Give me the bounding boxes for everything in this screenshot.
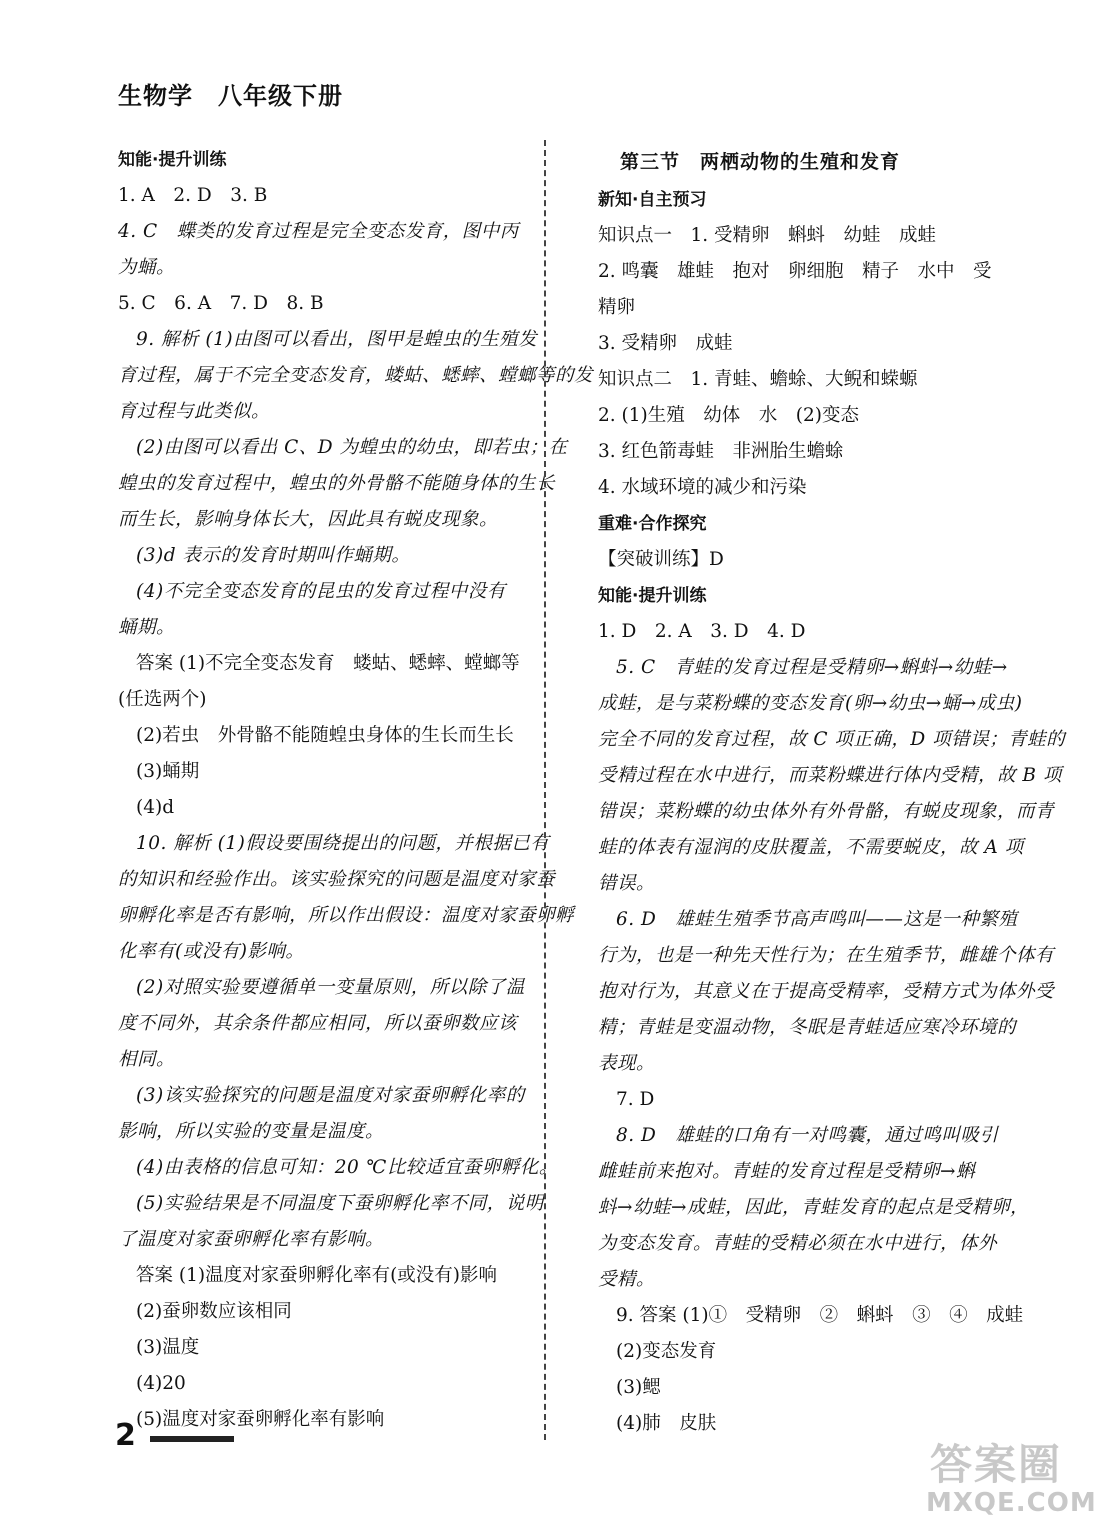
text-line: 5. C 6. A 7. D 8. B bbox=[118, 293, 324, 314]
text-line: (3)d 表示的发育时期叫作蛹期。 bbox=[136, 545, 411, 566]
text-line: 4. C 蝶类的发育过程是完全变态发育，图中丙 bbox=[118, 221, 519, 242]
section-heading: 知能·提升训练 bbox=[598, 586, 707, 606]
text-line: 完全不同的发育过程，故 C 项正确，D 项错误；青蛙的 bbox=[598, 729, 1066, 750]
text-line: (4)肺 皮肤 bbox=[616, 1413, 717, 1434]
text-line: 10. 解析 (1)假设要围绕提出的问题，并根据已有 bbox=[136, 833, 550, 854]
text-line: 行为，也是一种先天性行为；在生殖季节，雌雄个体有 bbox=[598, 945, 1055, 966]
text-line: 育过程，属于不完全变态发育，蝼蛄、蟋蟀、螳螂等的发 bbox=[118, 365, 594, 386]
text-line: (4)d bbox=[136, 797, 175, 818]
text-line: (2)对照实验要遵循单一变量原则，所以除了温 bbox=[136, 977, 525, 998]
text-line: (5)温度对家蚕卵孵化率有影响 bbox=[136, 1409, 385, 1430]
page-number: 2 bbox=[115, 1418, 136, 1453]
text-line: 2. 鸣囊 雄蛙 抱对 卵细胞 精子 水中 受 bbox=[598, 261, 992, 282]
text-line: (4)不完全变态发育的昆虫的发育过程中没有 bbox=[136, 581, 506, 602]
text-line: (3)温度 bbox=[136, 1337, 200, 1358]
text-line: 抱对行为，其意义在于提高受精率，受精方式为体外受 bbox=[598, 981, 1055, 1002]
text-line: 8. D 雄蛙的口角有一对鸣囊，通过鸣叫吸引 bbox=[616, 1125, 999, 1146]
section-heading: 新知·自主预习 bbox=[598, 190, 707, 210]
text-line: 雌蛙前来抱对。青蛙的发育过程是受精卵→蝌 bbox=[598, 1161, 976, 1182]
text-line: 表现。 bbox=[598, 1053, 656, 1074]
text-line: (2)由图可以看出 C、D 为蝗虫的幼虫，即若虫；在 bbox=[136, 437, 568, 458]
watermark-domain: MXQE.COM bbox=[926, 1488, 1097, 1518]
text-line: 知识点二 1. 青蛙、蟾蜍、大鲵和蝾螈 bbox=[598, 369, 918, 390]
text-line: (任选两个) bbox=[118, 689, 207, 710]
watermark-logo bbox=[918, 1432, 1098, 1528]
text-line: 6. D 雄蛙生殖季节高声鸣叫——这是一种繁殖 bbox=[616, 909, 1018, 930]
text-line: 7. D bbox=[616, 1089, 655, 1110]
text-line: 精；青蛙是变温动物，冬眠是青蛙适应寒冷环境的 bbox=[598, 1017, 1017, 1038]
text-line: 9. 解析 (1)由图可以看出，图甲是蝗虫的生殖发 bbox=[136, 329, 538, 350]
text-line: 受精。 bbox=[598, 1269, 656, 1290]
text-line: (5)实验结果是不同温度下蚕卵孵化率不同，说明 bbox=[136, 1193, 544, 1214]
text-line: 3. 红色箭毒蛙 非洲胎生蟾蜍 bbox=[598, 441, 844, 462]
text-line: 【突破训练】D bbox=[598, 549, 724, 570]
text-line: (3)蛹期 bbox=[136, 761, 200, 782]
text-line: (4)由表格的信息可知：20 ℃比较适宜蚕卵孵化。 bbox=[136, 1157, 558, 1178]
text-line: 知识点一 1. 受精卵 蝌蚪 幼蛙 成蛙 bbox=[598, 225, 937, 246]
text-line: 答案 (1)温度对家蚕卵孵化率有(或没有)影响 bbox=[136, 1265, 498, 1286]
text-line: 错误。 bbox=[598, 873, 656, 894]
text-line: 了温度对家蚕卵孵化率有影响。 bbox=[118, 1229, 385, 1250]
text-line: 1. D 2. A 3. D 4. D bbox=[598, 621, 806, 642]
text-line: (3)该实验探究的问题是温度对家蚕卵孵化率的 bbox=[136, 1085, 525, 1106]
section-title: 第三节 两栖动物的生殖和发育 bbox=[620, 151, 901, 173]
text-line: 而生长，影响身体长大，因此具有蜕皮现象。 bbox=[118, 509, 499, 530]
text-line: 卵孵化率是否有影响，所以作出假设：温度对家蚕卵孵 bbox=[118, 905, 575, 926]
text-line: 蛙的体表有湿润的皮肤覆盖，不需要蜕皮，故 A 项 bbox=[598, 837, 1024, 858]
page-number-bar bbox=[150, 1436, 234, 1442]
text-line: 育过程与此类似。 bbox=[118, 401, 271, 422]
text-line: 蚪→幼蛙→成蛙，因此，青蛙发育的起点是受精卵， bbox=[598, 1197, 1030, 1218]
text-line: (2)变态发育 bbox=[616, 1341, 717, 1362]
text-line: 受精过程在水中进行，而菜粉蝶进行体内受精，故 B 项 bbox=[598, 765, 1062, 786]
text-line: 为变态发育。青蛙的受精必须在水中进行，体外 bbox=[598, 1233, 998, 1254]
text-line: 化率有(或没有)影响。 bbox=[118, 941, 305, 962]
text-line: 为蛹。 bbox=[118, 257, 176, 278]
text-line: 成蛙，是与菜粉蝶的变态发育(卵→幼虫→蛹→成虫) bbox=[598, 693, 1023, 714]
watermark-logo-text: 答案圈 bbox=[930, 1440, 1063, 1489]
text-line: 2. (1)生殖 幼体 水 (2)变态 bbox=[598, 405, 859, 426]
text-line: 1. A 2. D 3. B bbox=[118, 185, 268, 206]
page-header: 生物学 八年级下册 bbox=[118, 82, 343, 110]
text-line: 9. 答案 (1)① 受精卵 ② 蝌蚪 ③ ④ 成蛙 bbox=[616, 1305, 1024, 1326]
text-line: (3)鳃 bbox=[616, 1377, 661, 1398]
section-heading: 知能·提升训练 bbox=[118, 150, 227, 170]
text-line: 5. C 青蛙的发育过程是受精卵→蝌蚪→幼蛙→ bbox=[616, 657, 1008, 678]
text-line: 蛹期。 bbox=[118, 617, 176, 638]
text-line: (2)若虫 外骨骼不能随蝗虫身体的生长而生长 bbox=[136, 725, 514, 746]
text-line: 错误；菜粉蝶的幼虫体外有外骨骼，有蜕皮现象，而青 bbox=[598, 801, 1055, 822]
text-line: 精卵 bbox=[598, 297, 636, 318]
text-line: 相同。 bbox=[118, 1049, 176, 1070]
column-divider bbox=[544, 140, 546, 1440]
text-line: (2)蚕卵数应该相同 bbox=[136, 1301, 292, 1322]
text-line: 3. 受精卵 成蛙 bbox=[598, 333, 733, 354]
text-line: 影响，所以实验的变量是温度。 bbox=[118, 1121, 385, 1142]
section-heading: 重难·合作探究 bbox=[598, 514, 707, 534]
right-column bbox=[598, 142, 1066, 1442]
text-line: 4. 水域环境的减少和污染 bbox=[598, 477, 807, 498]
text-line: 答案 (1)不完全变态发育 蝼蛄、蟋蟀、螳螂等 bbox=[136, 653, 520, 674]
text-line: 度不同外，其余条件都应相同，所以蚕卵数应该 bbox=[118, 1013, 518, 1034]
text-line: (4)20 bbox=[136, 1373, 186, 1394]
text-line: 的知识和经验作出。该实验探究的问题是温度对家蚕 bbox=[118, 869, 556, 890]
text-line: 蝗虫的发育过程中，蝗虫的外骨骼不能随身体的生长 bbox=[118, 473, 556, 494]
left-column bbox=[118, 142, 594, 1438]
